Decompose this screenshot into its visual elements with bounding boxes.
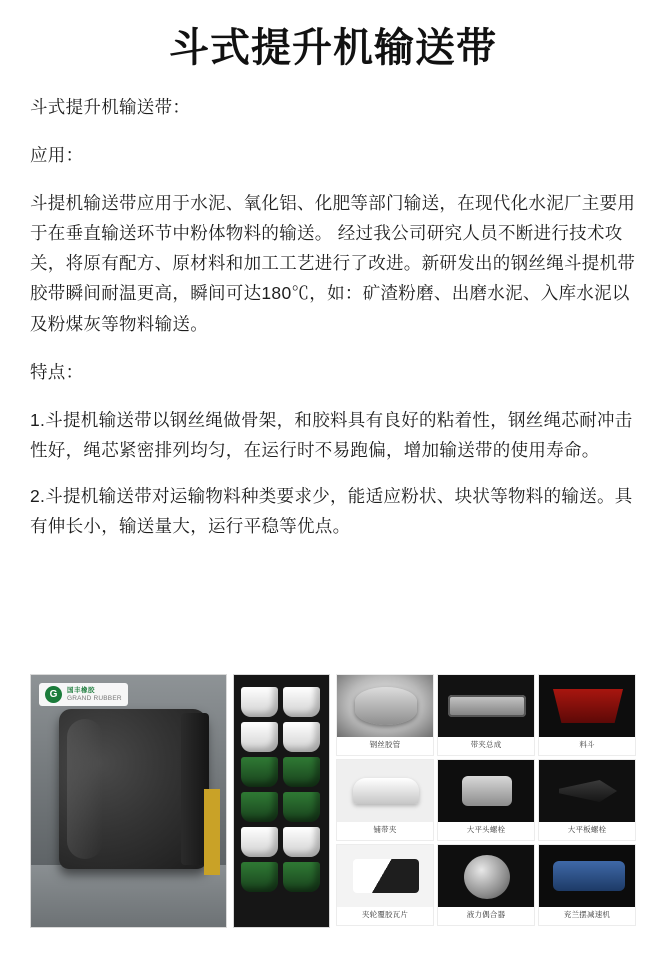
- company-logo: [39, 683, 128, 706]
- belt-clamp-assembly-icon: [438, 675, 534, 737]
- paragraph-application: 斗提机输送带应用于水泥、氧化铝、化肥等部门输送，在现代化水泥厂主要用于在垂直输送环节中粉体物料的输送。 经过我公司研究人员不断进行技术攻关，将原有配方、原材料和加工工艺进行了改进。新研发出的钢丝绳斗提机带胶带瞬间耐温更高，瞬间可达180℃，如：矿渣粉磨、出磨水泥、入库水泥以及粉煤灰等物料输送。: [30, 193, 636, 334]
- logo-wordmark: [67, 687, 122, 702]
- paragraph-feature-1: 1.斗提机输送带以钢丝绳做骨架，和胶料具有良好的粘着性，钢丝绳芯耐冲击性好，绳芯紧密排列均匀，在运行时不易跑偏，增加输送带的使用寿命。: [30, 409, 633, 460]
- logo-wordmark-en: GRAND RUBBER: [67, 694, 122, 702]
- large-flat-plate-bolt-icon: [539, 760, 635, 822]
- part-card: [538, 674, 636, 756]
- bucket-item: [241, 757, 278, 787]
- part-caption: 液力偶合器: [466, 910, 506, 919]
- part-card: [437, 674, 535, 756]
- part-caption: 夹轮覆胶瓦片: [361, 910, 409, 919]
- logo-wordmark-cn: 国丰橡胶: [67, 687, 95, 695]
- belt-clip-icon: [337, 760, 433, 822]
- conveyor-belt-roll-photo: [30, 674, 227, 928]
- elevator-buckets-photo: [233, 674, 330, 928]
- part-caption: 料斗: [579, 740, 595, 749]
- part-card: [437, 844, 535, 926]
- part-caption: 铺带夹: [373, 825, 397, 834]
- part-caption: 大平板螺栓: [567, 825, 607, 834]
- part-caption: 大平头螺栓: [466, 825, 506, 834]
- part-card: [538, 844, 636, 926]
- part-card: [336, 759, 434, 841]
- part-card: [336, 844, 434, 926]
- hydraulic-coupler-icon: [438, 845, 534, 907]
- bucket-item: [283, 862, 320, 892]
- bucket-item: [241, 722, 278, 752]
- gear-reducer-motor-icon: [539, 845, 635, 907]
- bucket-item: [283, 792, 320, 822]
- bucket-item: [283, 757, 320, 787]
- part-card: [538, 759, 636, 841]
- document-body: [30, 92, 636, 541]
- bucket-item: [241, 862, 278, 892]
- parts-thumbnail-grid: [336, 674, 636, 926]
- bucket-item: [241, 792, 278, 822]
- page-title: 斗式提升机输送带: [169, 26, 497, 70]
- document-page: [0, 26, 666, 956]
- heading-features: 特点：: [30, 361, 84, 382]
- heading-application: 应用：: [30, 145, 84, 166]
- steel-cord-hose-icon: [337, 675, 433, 737]
- yellow-machine-post: [204, 789, 220, 875]
- paragraph-intro: 斗式提升机输送带：: [30, 97, 191, 117]
- part-caption: 兖兰摆减速机: [563, 910, 611, 919]
- part-caption: 带夹总成: [470, 740, 502, 749]
- bucket-item: [241, 827, 278, 857]
- bucket-item: [283, 687, 320, 717]
- bucket-grid: [241, 687, 323, 892]
- paragraph-feature-2: 2.斗提机输送带对运输物料种类要求少，能适应粉状、块状等物料的输送。具有伸长小，输送量大，运行平稳等优点。: [30, 485, 633, 537]
- part-card: [336, 674, 434, 756]
- bucket-item: [283, 827, 320, 857]
- factory-floor: [31, 865, 226, 927]
- part-caption: 钢丝胶管: [369, 740, 401, 749]
- bucket-item: [241, 687, 278, 717]
- product-image-gallery: [30, 674, 636, 926]
- bucket-item: [283, 722, 320, 752]
- logo-mark-icon: G: [45, 686, 62, 703]
- rubber-lagging-tile-icon: [337, 845, 433, 907]
- part-card: [437, 759, 535, 841]
- hopper-icon: [539, 675, 635, 737]
- large-flat-head-bolt-icon: [438, 760, 534, 822]
